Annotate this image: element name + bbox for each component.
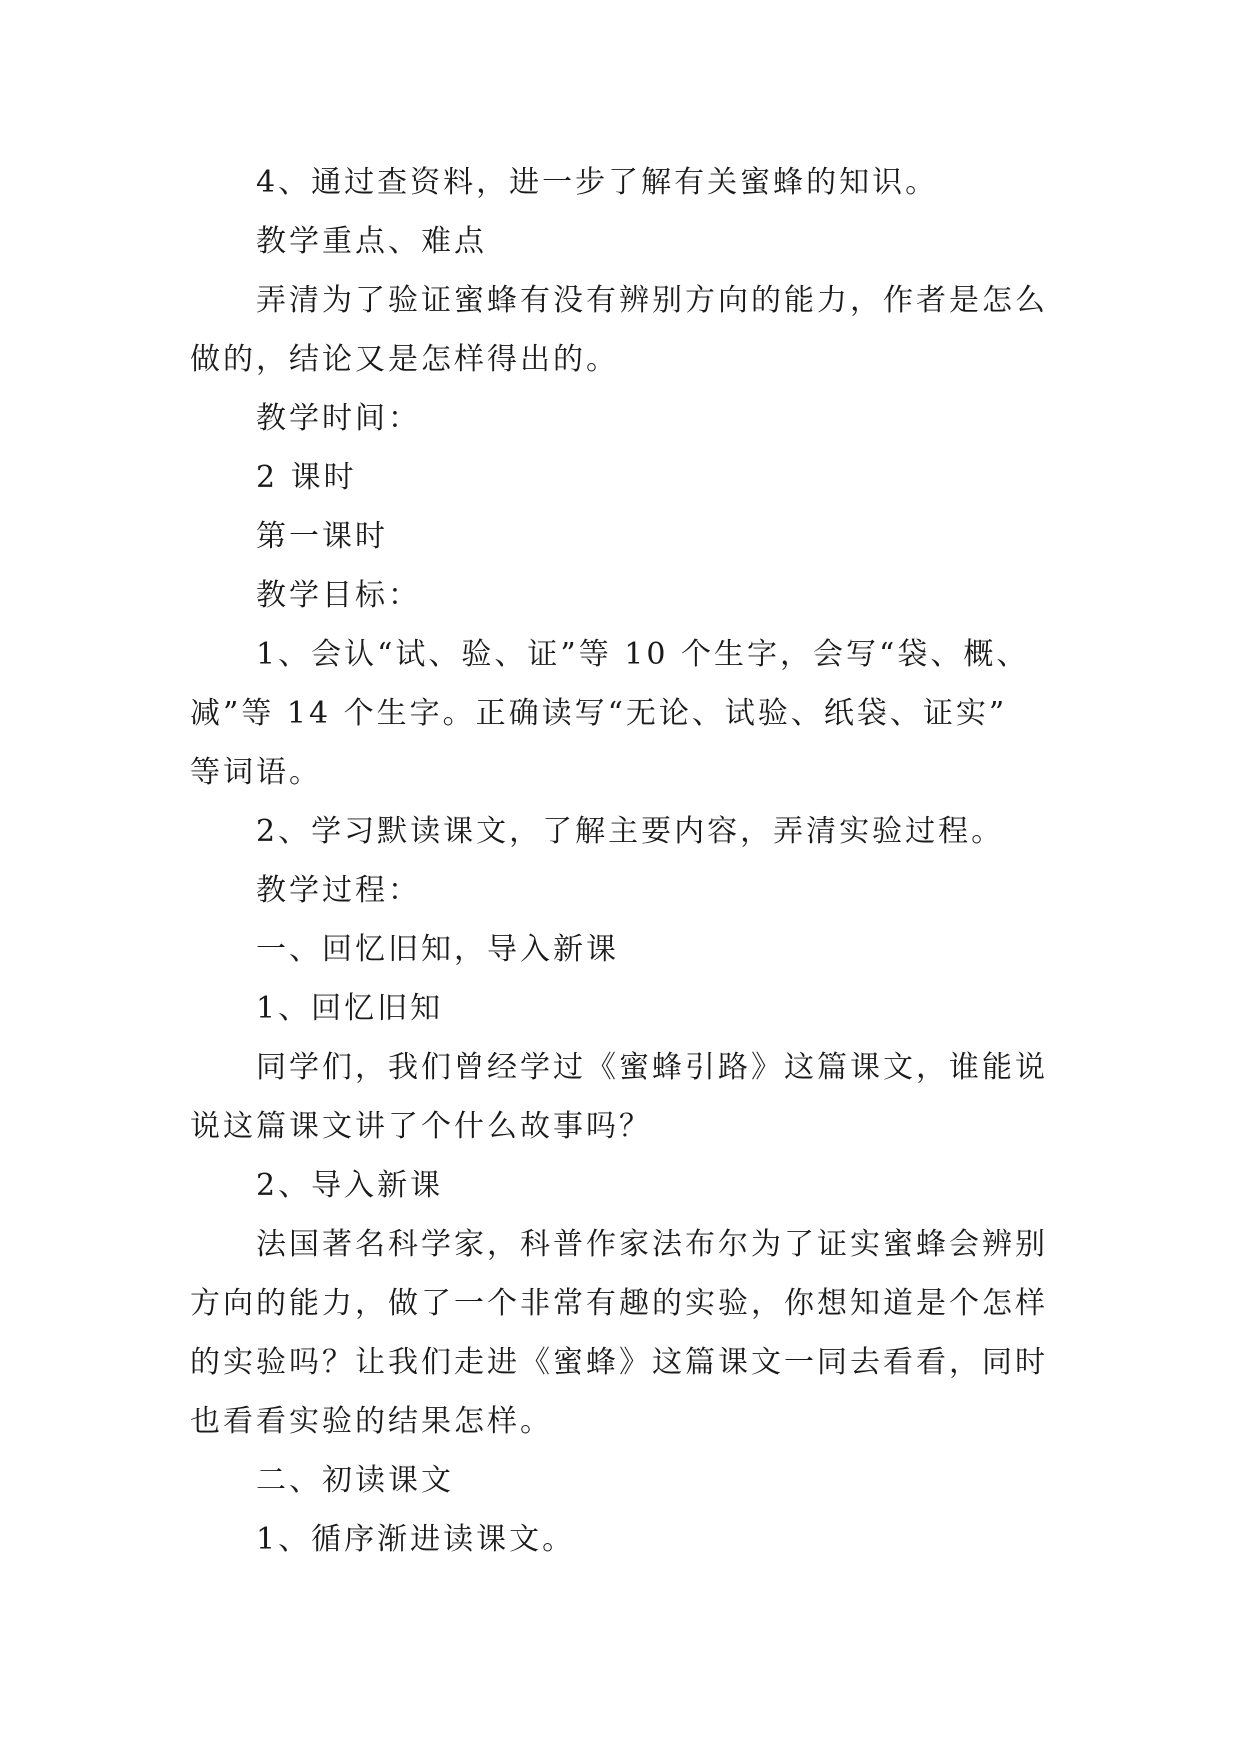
text-line: 4、通过查资料，进一步了解有关蜜蜂的知识。 [256,165,939,200]
section-heading: 1、回忆旧知 [256,991,444,1026]
text-line: 的实验吗？让我们走进《蜜蜂》这篇课文一同去看看，同时 [190,1345,1048,1380]
text-line: 说这篇课文讲了个什么故事吗？ [190,1109,652,1144]
text-line: 同学们，我们曾经学过《蜜蜂引路》这篇课文，谁能说 [256,1050,1048,1085]
section-heading: 第一课时 [256,519,388,554]
text-line: 方向的能力，做了一个非常有趣的实验，你想知道是个怎样 [190,1286,1048,1321]
text-line: 也看看实验的结果怎样。 [190,1404,553,1439]
text-line: 1、会认“试、验、证”等 10 个生字，会写“袋、概、 [256,637,1030,672]
text-line: 弄清为了验证蜜蜂有没有辨别方向的能力，作者是怎么 [256,283,1048,318]
text-line: 做的，结论又是怎样得出的。 [190,342,619,377]
text-line: 减”等 14 个生字。正确读写“无论、试验、纸袋、证实” [190,696,1008,731]
section-heading: 2、导入新课 [256,1168,444,1203]
text-line: 2、学习默读课文，了解主要内容，弄清实验过程。 [256,814,1005,849]
text-line: 2 课时 [256,460,357,495]
text-line: 法国著名科学家，科普作家法布尔为了证实蜜蜂会辨别 [256,1227,1048,1262]
section-heading: 二、初读课文 [256,1463,454,1498]
section-heading: 一、回忆旧知，导入新课 [256,932,619,967]
section-heading: 教学目标： [256,578,421,613]
section-heading: 教学重点、难点 [256,224,487,259]
section-heading: 教学时间： [256,401,421,436]
section-heading: 教学过程： [256,873,421,908]
text-line: 1、循序渐进读课文。 [256,1522,576,1557]
text-line: 等词语。 [190,755,322,790]
